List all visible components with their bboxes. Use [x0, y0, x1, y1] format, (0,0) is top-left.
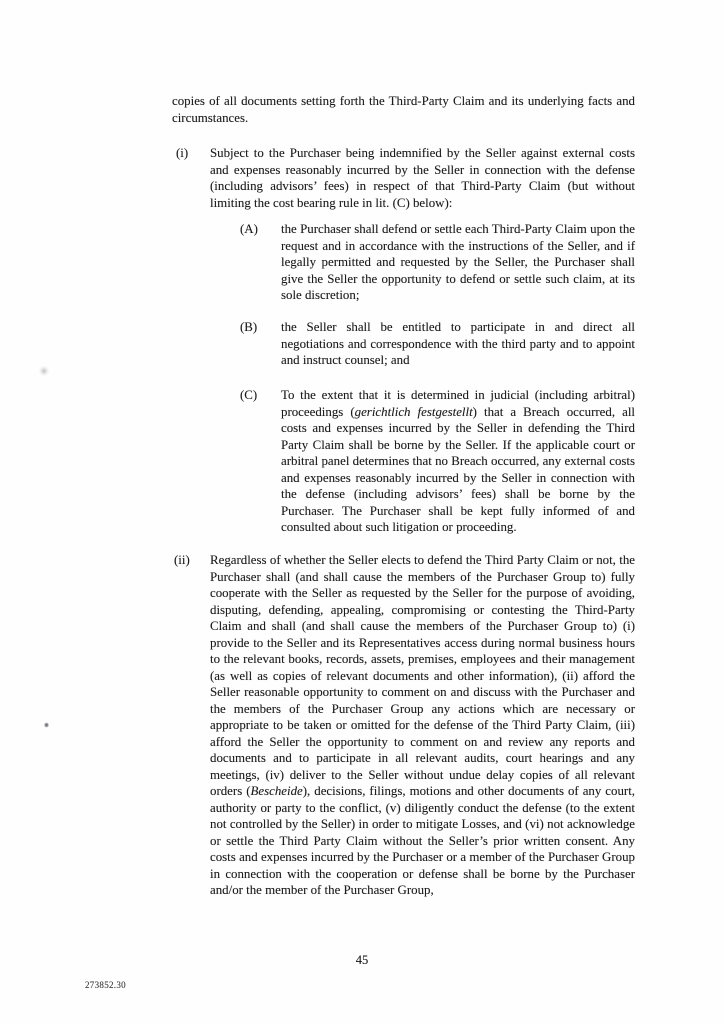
sub-item-a-text: the Purchaser shall defend or settle each Third-Party Claim upon the request and in accordance with the instructions of the Seller, and if legally permitted and requested by the Seller, the Purchaser shall give the Seller the opportunity to defend or settle such claim, at its sole discretion; [281, 222, 639, 302]
sub-item-a-label: (A) [240, 222, 258, 236]
list-item-i [176, 145, 639, 211]
sub-item-b-text: the Seller shall be entitled to participate in and direct all negotiations and correspondence with the third party and to appoint and instruct counsel; and [281, 320, 639, 367]
sub-item-c-label: (C) [240, 388, 258, 402]
scan-speck [38, 366, 50, 376]
sub-item-c-italic-term: gerichtlich festgestellt [354, 404, 473, 419]
list-item-i-label: (i) [176, 146, 189, 160]
list-item-ii-text-2: ), decisions, filings, motions and other documents of any court, authority or party to the conflict, (v) diligently conduct the defense (to the extent not controlled by the Seller) in order to mitigate Losses, and (vi) not acknowledge or settle the Third Party Claim without the Seller’s prior written consent. Any costs and expenses incurred by the Purchaser or a member of the Purchaser Group in connection with the cooperation or defense shall be borne by the Purchaser and/or the member of the Purchaser Group, [210, 784, 639, 897]
intro-text: copies of all documents setting forth the Third-Party Claim and its underlying facts and circumstances. [172, 94, 639, 125]
list-item-ii-text-1: Regardless of whether the Seller elects to defend the Third Party Claim or not, the Purchaser shall (and shall cause the members of the Purchaser Group to) fully cooperate with the Seller as requested by the Seller for the purpose of avoiding, disputing, defending, appealing, compromising or contesting the Third-Party Claim and shall (and shall cause the members of the Purchaser Group to) (i) provide to the Seller and its Representatives access during normal business hours to the relevant books, records, assets, premises, employees and their management (as well as copies of relevant documents and other information), (ii) afford the Seller reasonable opportunity to comment on and discuss with the Purchaser and the members of the Purchaser Group any actions which are necessary or appropriate to be taken or omitted for the defense of the Third Party Claim, (iii) afford the Seller the opportunity to comment on and review any reports and documents and to participate in all relevant audits, court hearings and any meetings, (iv) deliver to the Seller without undue delay copies of all relevant orders ( [210, 553, 639, 798]
list-item-i-text: Subject to the Purchaser being indemnified by the Seller against external costs and expenses reasonably incurred by the Seller in connection with the defense (including advisors’ fees) in respect of that Third-Party Claim (but without limiting the cost bearing rule in lit. (C) below): [210, 146, 639, 210]
list-item-ii-label: (ii) [174, 553, 190, 567]
sub-item-c-text-2: ) that a Breach occurred, all costs and expenses incurred by the Seller in defending the Third Party Claim shall be borne by the Seller. If the applicable court or arbitral panel determines that no Breach occurred, any external costs and expenses reasonably incurred by the Seller in connection with the defense (including advisors’ fees) shall be borne by the Purchaser. The Purchaser shall be kept fully informed of and consulted about such litigation or proceeding. [281, 404, 639, 534]
intro-paragraph [172, 93, 639, 126]
list-item-i-body [210, 145, 639, 211]
list-item-ii-body [210, 552, 639, 899]
sub-item-b [240, 319, 639, 369]
doc-ref-number: 273852.30 [85, 980, 126, 990]
sub-item-b-label: (B) [240, 320, 258, 334]
sub-item-a-body [281, 221, 639, 304]
sub-item-c [240, 387, 639, 536]
sub-item-c-text-1: To the extent that it is determined in judicial (including arbitral) proceedings ( [281, 388, 639, 419]
scan-speck [44, 722, 49, 728]
list-item-ii-italic-term: Bescheide [250, 784, 303, 798]
sub-item-b-body [281, 319, 639, 369]
sub-item-a [240, 221, 639, 304]
page-number: 45 [355, 953, 369, 967]
sub-item-c-body [281, 387, 639, 536]
list-item-ii [174, 552, 639, 899]
